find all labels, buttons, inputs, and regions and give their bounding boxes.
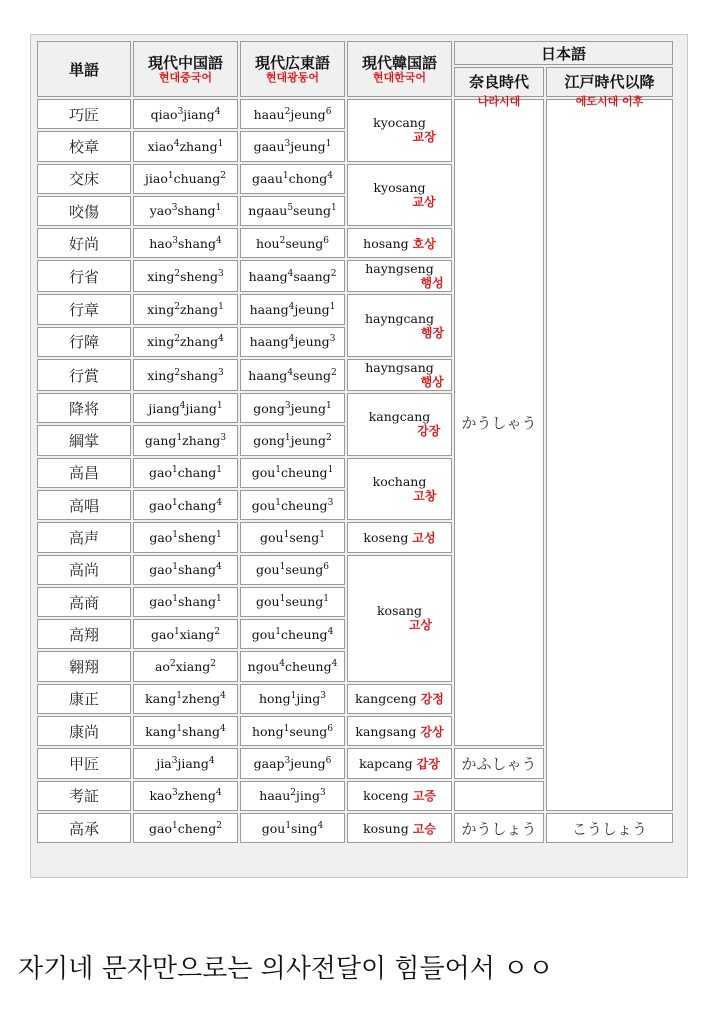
cantonese-cell: haang$^4$jeung$^1$ bbox=[240, 294, 345, 324]
word-cell: 高承 bbox=[37, 813, 131, 843]
mandarin-cell: xing$^2$sheng$^3$ bbox=[133, 260, 238, 292]
header-cantonese: 現代広東語 현대광동어 bbox=[240, 41, 345, 97]
mandarin-cell: gang$^1$zhang$^3$ bbox=[133, 425, 238, 455]
word-cell: 高商 bbox=[37, 587, 131, 617]
cantonese-cell: gong$^3$jeung$^1$ bbox=[240, 393, 345, 423]
mandarin-cell: jiao$^1$chuang$^2$ bbox=[133, 164, 238, 194]
korean-cell: koseng 고성 bbox=[347, 522, 452, 552]
hangul-label: 고창 bbox=[413, 488, 437, 503]
mandarin-cell: gao$^1$sheng$^1$ bbox=[133, 522, 238, 552]
cantonese-cell: gou$^1$seung$^6$ bbox=[240, 555, 345, 585]
word-cell: 行章 bbox=[37, 294, 131, 324]
korean-cell: kosang 고상 bbox=[347, 555, 452, 682]
word-cell: 行賞 bbox=[37, 359, 131, 391]
cantonese-cell: haau$^2$jeung$^6$ bbox=[240, 99, 345, 129]
mandarin-cell: jia$^3$jiang$^4$ bbox=[133, 748, 238, 778]
word-cell: 高昌 bbox=[37, 458, 131, 488]
cantonese-cell: hong$^1$seung$^6$ bbox=[240, 716, 345, 746]
mandarin-cell: yao$^3$shang$^1$ bbox=[133, 196, 238, 226]
mandarin-cell: kao$^3$zheng$^4$ bbox=[133, 781, 238, 811]
cantonese-cell: hou$^2$seung$^6$ bbox=[240, 228, 345, 258]
word-cell: 高翔 bbox=[37, 619, 131, 649]
cantonese-cell: gong$^1$jeung$^2$ bbox=[240, 425, 345, 455]
cantonese-cell: gou$^1$cheung$^4$ bbox=[240, 619, 345, 649]
header-korean-sublabel: 에도시대 이후 bbox=[575, 95, 644, 108]
mandarin-cell: gao$^1$shang$^4$ bbox=[133, 555, 238, 585]
mandarin-cell: gao$^1$shang$^1$ bbox=[133, 587, 238, 617]
table-row bbox=[37, 813, 673, 843]
mandarin-cell: gao$^1$chang$^1$ bbox=[133, 458, 238, 488]
header-edo: 江戸時代以降 에도시대 이후 bbox=[546, 67, 673, 97]
word-cell: 高声 bbox=[37, 522, 131, 552]
hangul-label: 고성 bbox=[412, 530, 436, 545]
mandarin-cell: gao$^1$chang$^4$ bbox=[133, 490, 238, 520]
korean-cell: hayngcang 행장 bbox=[347, 294, 452, 357]
hangul-label: 고증 bbox=[412, 789, 436, 804]
japanese-nara-cell bbox=[454, 781, 544, 811]
japanese-edo-cell: こうしょう bbox=[546, 813, 673, 843]
caption-text: 자기네 문자만으로는 의사전달이 힘들어서 ㅇㅇ bbox=[18, 954, 554, 984]
word-cell: 行省 bbox=[37, 260, 131, 292]
word-cell: 甲匠 bbox=[37, 748, 131, 778]
mandarin-cell: xing$^2$zhang$^4$ bbox=[133, 327, 238, 357]
korean-cell: kyocang 교장 bbox=[347, 99, 452, 162]
cantonese-cell: gou$^1$sing$^4$ bbox=[240, 813, 345, 843]
header-japanese: 日本語 bbox=[454, 41, 673, 65]
word-cell: 行障 bbox=[37, 327, 131, 357]
mandarin-cell: qiao$^3$jiang$^4$ bbox=[133, 99, 238, 129]
word-cell: 翱翔 bbox=[37, 651, 131, 681]
korean-cell: koceng 고증 bbox=[347, 781, 452, 811]
word-cell: 考証 bbox=[37, 781, 131, 811]
hangul-label: 교장 bbox=[412, 130, 436, 145]
cantonese-cell: haang$^4$saang$^2$ bbox=[240, 260, 345, 292]
word-cell: 咬傷 bbox=[37, 196, 131, 226]
word-cell: 降将 bbox=[37, 393, 131, 423]
mandarin-cell: gao$^1$xiang$^2$ bbox=[133, 619, 238, 649]
mandarin-cell: xing$^2$shang$^3$ bbox=[133, 359, 238, 391]
japanese-nara-cell: かうしょう bbox=[454, 813, 544, 843]
hangul-label: 강상 bbox=[420, 724, 444, 739]
cantonese-cell: haang$^4$seung$^2$ bbox=[240, 359, 345, 391]
korean-cell: kangcang 강장 bbox=[347, 393, 452, 456]
cantonese-cell: gaau$^3$jeung$^1$ bbox=[240, 131, 345, 161]
korean-cell: kangsang 강상 bbox=[347, 716, 452, 746]
word-cell: 巧匠 bbox=[37, 99, 131, 129]
korean-cell: kangceng 강정 bbox=[347, 684, 452, 714]
cantonese-cell: gou$^1$cheung$^1$ bbox=[240, 458, 345, 488]
korean-cell: kochang 고창 bbox=[347, 458, 452, 521]
hangul-label: 행성 bbox=[420, 276, 444, 291]
pronunciation-table-panel bbox=[30, 34, 688, 878]
japanese-nara-cell: かふしゃう bbox=[454, 748, 544, 778]
pronunciation-table bbox=[35, 39, 675, 845]
hangul-label: 행장 bbox=[420, 325, 445, 340]
hangul-label: 강장 bbox=[417, 424, 441, 439]
word-cell: 好尚 bbox=[37, 228, 131, 258]
mandarin-cell: kang$^1$zheng$^4$ bbox=[133, 684, 238, 714]
korean-cell: hayngsang 행상 bbox=[347, 359, 452, 391]
word-cell: 綱掌 bbox=[37, 425, 131, 455]
cantonese-cell: gou$^1$cheung$^3$ bbox=[240, 490, 345, 520]
japanese-edo-cell bbox=[546, 99, 673, 811]
word-cell: 康正 bbox=[37, 684, 131, 714]
hangul-label: 고상 bbox=[408, 618, 433, 633]
header-nara: 奈良時代 나라시대 bbox=[454, 67, 544, 97]
mandarin-cell: $ao^2xiang^2$ bbox=[133, 651, 238, 681]
cantonese-cell: ngou$^4$cheung$^4$ bbox=[240, 651, 345, 681]
korean-cell: kosung 고승 bbox=[347, 813, 452, 843]
korean-cell: hayngseng 행성 bbox=[347, 260, 452, 292]
hangul-label: 호상 bbox=[412, 236, 436, 251]
mandarin-cell: xiao$^4$zhang$^1$ bbox=[133, 131, 238, 161]
mandarin-cell: jiang$^4$jiang$^1$ bbox=[133, 393, 238, 423]
word-cell: 高尚 bbox=[37, 555, 131, 585]
cantonese-cell: ngaau$^5$seung$^1$ bbox=[240, 196, 345, 226]
korean-cell: kapcang 갑장 bbox=[347, 748, 452, 778]
cantonese-cell: haau$^2$jing$^3$ bbox=[240, 781, 345, 811]
hangul-label: 교상 bbox=[412, 194, 436, 209]
header-korean: 現代韓国語 현대한국어 bbox=[347, 41, 452, 97]
cantonese-cell: haang$^4$jeung$^3$ bbox=[240, 327, 345, 357]
word-cell: 康尚 bbox=[37, 716, 131, 746]
header-word: 単語 bbox=[37, 41, 131, 97]
cantonese-cell: gaau$^1$chong$^4$ bbox=[240, 164, 345, 194]
mandarin-cell: xing$^2$zhang$^1$ bbox=[133, 294, 238, 324]
cantonese-cell: hong$^1$jing$^3$ bbox=[240, 684, 345, 714]
mandarin-cell: gao$^1$cheng$^2$ bbox=[133, 813, 238, 843]
word-cell: 校章 bbox=[37, 131, 131, 161]
word-cell: 高唱 bbox=[37, 490, 131, 520]
hangul-label: 고승 bbox=[412, 821, 436, 836]
hangul-label: 행상 bbox=[420, 375, 444, 390]
mandarin-cell: kang$^1$shang$^4$ bbox=[133, 716, 238, 746]
hangul-label: 강정 bbox=[420, 692, 444, 707]
header-mandarin: 現代中国語 현대중국어 bbox=[133, 41, 238, 97]
cantonese-cell: gaap$^3$jeung$^6$ bbox=[240, 748, 345, 778]
header-korean-sublabel: 나라시대 bbox=[477, 95, 521, 108]
word-cell: 交床 bbox=[37, 164, 131, 194]
japanese-nara-cell: かうしゃう bbox=[454, 99, 544, 746]
korean-cell: kyosang 교상 bbox=[347, 164, 452, 227]
cantonese-cell: gou$^1$seng$^1$ bbox=[240, 522, 345, 552]
cantonese-cell: gou$^1$seung$^1$ bbox=[240, 587, 345, 617]
korean-cell: hosang 호상 bbox=[347, 228, 452, 258]
mandarin-cell: hao$^3$shang$^4$ bbox=[133, 228, 238, 258]
hangul-label: 갑장 bbox=[416, 756, 440, 771]
